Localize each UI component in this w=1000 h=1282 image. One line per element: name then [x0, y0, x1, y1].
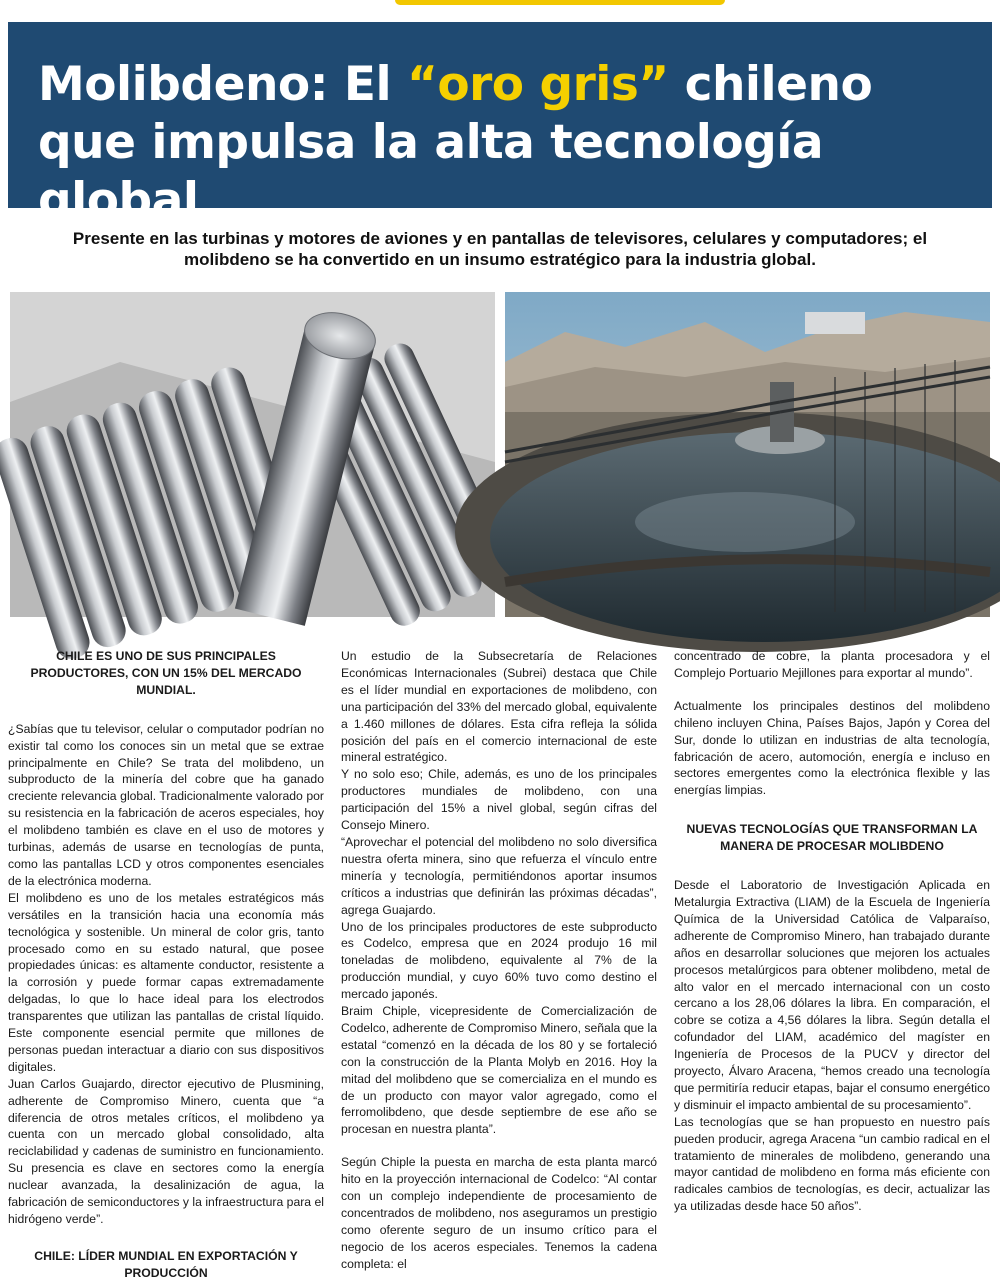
title-banner: [8, 22, 992, 228]
paragraph: Actualmente los principales destinos del molibdeno chileno incluyen China, Países Bajos, Japón y Corea del Sur, donde lo utilizan en industrias de alta tecnología, fabricación de acero, automoción, energía e incluso en sectores emergentes como la electrónica flexible y las energías limpias.: [674, 698, 990, 798]
title-part-1: Molibdeno: El: [38, 57, 407, 112]
paragraph: ¿Sabías que tu televisor, celular o computador podrían no existir tal como los conoces sin un metal que se extrae principalmente en Chile? Se trata del molibdeno, un subproducto de la minería del cobre que ha ganado creciente relevancia global. Tradicionalmente valorado por su resistencia en la fabricación de aceros especiales, hoy el molibdeno también es clave en el uso de motores y turbinas, además de usarse en tecnologías de punta, como las pantallas LCD y otros componentes esenciales de la electrónica moderna.: [8, 721, 324, 888]
top-strip: [0, 0, 1000, 22]
section-banner-edge: [395, 0, 725, 5]
mining-thickener-plant-photo: [505, 292, 990, 617]
paragraph: El molibdeno es uno de los metales estratégicos más versátiles en la transición hacia una economía más tecnológica y sostenible. Un mineral de color gris, tanto procesado como en su estado natural, que posee propiedades únicas: es altamente conductor, resistente a la corrosión y puede formar capas extremadamente delgadas, lo que lo hace ideal para los electrodos transparentes que utilizan las pantallas de cristal líquido. Este componente esencial permite que millones de personas puedan interactuar a diario con sus dispositivos digitales.: [8, 890, 324, 1074]
paragraph: Desde el Laboratorio de Investigación Aplicada en Metalurgia Extractiva (LIAM) de la Escuela de Ingeniería Química de la Universidad Católica de Valparaíso, adherente de Compromiso Minero, han trabajado durante años en desarrollar soluciones que mejoren los actuales procesos metalúrgicos para obtener molibdeno, metal de alto valor en el mercado internacional con un costo cercano a los 28,06 dólares la libra. En comparación, el cobre se cotiza a 4,56 dólares la libra. Según detalla el cofundador del LIAM, académico del magíster en Ingeniería de Procesos de la PUCV y director del proyecto, Álvaro Aracena, “hemos creado una tecnología que permitiría reducir etapas, bajar el consumo energético y disminuir el impacto ambiental de su procesamiento”.: [674, 878, 990, 1112]
article-deck: Presente en las turbinas y motores de aviones y en pantallas de televisores, celulares y computadores; el molibdeno se ha convertido en un insumo estratégico para la industria global.: [72, 229, 928, 269]
paragraph: Un estudio de la Subsecretaría de Relaciones Económicas Internacionales (Subrei) destaca que Chile es el líder mundial en exportaciones de molibdeno, con una participación del 33% del mercado global, equivalente a 1.460 millones de dólares. Esta cifra refleja la sólida posición del país en el comercio internacional de este mineral estratégico.: [341, 649, 657, 765]
article-title: [38, 56, 978, 230]
paragraph: concentrado de cobre, la planta procesadora y el Complejo Portuario Mejillones para exportar al mundo”.: [674, 649, 990, 680]
text-column-2: [341, 648, 657, 1273]
paragraph: Las tecnologías que se han propuesto en nuestro país pueden producir, agrega Aracena “un cambio radical en el tratamiento de minerales de molibdeno, generando una mayor cantidad de molibdeno en forma más eficiente con radicales cambios de tecnologías, es decir, actualizar las ya utilizadas desde hace 50 años”.: [674, 1114, 990, 1214]
plant-illustration: [505, 292, 990, 617]
title-accent: “oro gris”: [406, 57, 669, 112]
text-column-1: [8, 648, 324, 1282]
paragraph: Según Chiple la puesta en marcha de esta planta marcó hito en la proyección internacional de Codelco: “Al contar con un complejo independiente de procesamiento de concentrados de molibdeno, nos aseguramos un prestigio como oferente seguro de un insumo crítico para el negocio de los aceros especiales. Tenemos la cadena completa: el: [341, 1155, 657, 1271]
section-heading-leader: CHILE: LÍDER MUNDIAL EN EXPORTACIÓN Y PRODUCCIÓN: [34, 1248, 298, 1280]
paragraph: Uno de los principales productores de este subproducto es Codelco, empresa que en 2024 produjo 16 mil toneladas de molibdeno, equivalente al 7% de la producción mundial, y cuyo 60% tuvo como destino el mercado japonés.: [341, 919, 657, 1002]
section-heading-technologies: NUEVAS TECNOLOGÍAS QUE TRANSFORMAN LA MANERA DE PROCESAR MOLIBDENO: [686, 822, 978, 854]
paragraph: Y no solo eso; Chile, además, es uno de los principales productores mundiales de molibdeno, con una participación del 15% a nivel global, según cifras del Consejo Minero.: [341, 767, 657, 833]
paragraph: Braim Chiple, vicepresidente de Comercialización de Codelco, adherente de Compromiso Minero, señala que la estatal “comenzó en la década de los 80 y se fortaleció con la construcción de la Planta Molyb en 2016. Hoy la mitad del molibdeno que se comercializa en el mundo es de un producto con mayor valor agregado, como el ferromolibdeno, que desde septiembre de ese año se procesan en nuestra planta”.: [341, 1004, 657, 1137]
section-heading-producers: CHILE ES UNO DE SUS PRINCIPALES PRODUCTORES, CON UN 15% DEL MERCADO MUNDIAL.: [30, 649, 302, 697]
molybdenum-rods-photo: [10, 292, 495, 617]
paragraph: Juan Carlos Guajardo, director ejecutivo de Plusmining, adherente de Compromiso Minero, cuenta que “a diferencia de otros metales críticos, el molibdeno ya cuenta con un mercado global consolidado, alta reciclabilidad y cadenas de suministro en funcionamiento. Su presencia es clave en sectores como la energía nuclear avanzada, la desalinización de agua, la fabricación de semiconductores y la infraestructura para el hidrógeno verde”.: [8, 1076, 324, 1226]
paragraph: “Aprovechar el potencial del molibdeno no solo diversifica nuestra oferta minera, sino que refuerza el vínculo entre minería y tecnología, permitiéndonos aportar insumos críticos a industrias que definirán las próximas décadas”, agrega Guajardo.: [341, 834, 657, 917]
text-column-3: [674, 648, 990, 1215]
title-part-2: chileno que impulsa la alta tecnología global: [38, 57, 873, 228]
rods-illustration: [10, 292, 495, 617]
